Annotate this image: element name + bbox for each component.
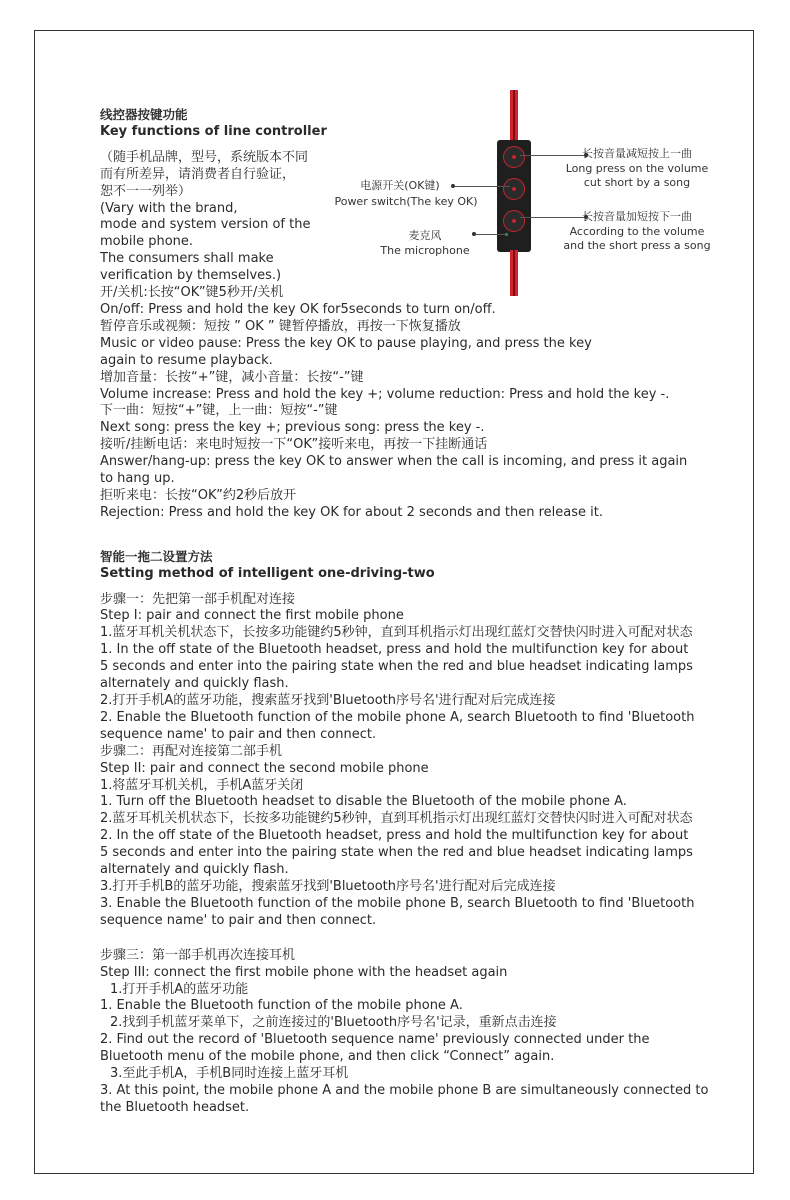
instruction-line: 暂停音乐或视频：短按 ” OK ” 键暂停播放，再按一下恢复播放 xyxy=(100,318,461,334)
step-line: 1.蓝牙耳机关机状态下，长按多功能键约5秒钟，直到耳机指示灯出现红蓝灯交替快闪时进入可配对状态 xyxy=(100,625,693,641)
instruction-line: Volume increase: Press and hold the key +; volume reduction: Press and hold the key -. xyxy=(100,386,670,402)
document-body xyxy=(100,107,740,1117)
intro-line: mobile phone. xyxy=(100,234,194,250)
section2-block1 xyxy=(100,592,740,930)
intro-line: （随手机品牌，型号，系统版本不同 xyxy=(100,149,309,165)
step-line: 1. In the off state of the Bluetooth headset, press and hold the multifunction key for about xyxy=(100,642,689,658)
intro-line: (Vary with the brand, xyxy=(100,200,238,216)
instruction-line: On/off: Press and hold the key OK for5seconds to turn on/off. xyxy=(100,301,496,317)
step-line: 2. Find out the record of 'Bluetooth sequence name' previously connected under the xyxy=(100,1032,650,1048)
mic-label-cn: 麦克风 xyxy=(408,229,442,242)
step-line: 1.将蓝牙耳机关机，手机A蓝牙关闭 xyxy=(100,777,304,793)
intro-line: 恕不一一列举） xyxy=(100,183,192,199)
section2-block2 xyxy=(100,948,740,1117)
section2-title-en: Setting method of intelligent one-driving-two xyxy=(100,565,435,581)
intro-line: verification by themselves.) xyxy=(100,268,282,284)
instruction-line: Music or video pause: Press the key OK to pause playing, and press the key xyxy=(100,335,592,351)
instruction-line: to hang up. xyxy=(100,471,175,487)
instruction-line: Rejection: Press and hold the key OK for about 2 seconds and then release it. xyxy=(100,504,603,520)
instruction-line: Answer/hang-up: press the key OK to answer when the call is incoming, and press it again xyxy=(100,454,688,470)
step-line: 1. Enable the Bluetooth function of the mobile phone A. xyxy=(100,998,463,1014)
step-line: 3. Enable the Bluetooth function of the mobile phone B, search Bluetooth to find 'Bluetooth xyxy=(100,895,695,911)
step-line: 2.找到手机蓝牙菜单下，之前连接过的'Bluetooth序号名'记录，重新点击连接 xyxy=(110,1015,557,1031)
instruction-line: 下一曲：短按“+”键，上一曲：短按“-”键 xyxy=(100,403,338,419)
intro-line: mode and system version of the xyxy=(100,217,311,233)
instruction-line: 拒听来电：长按“OK”约2秒后放开 xyxy=(100,487,297,503)
step-line: sequence name' to pair and then connect. xyxy=(100,912,377,928)
vol-down-label-cn: 长按音量减短按上一曲 xyxy=(582,147,692,160)
step-line: 步骤二：再配对连接第二部手机 xyxy=(100,743,283,759)
section1-lines xyxy=(100,285,740,522)
vol-up-label-cn: 长按音量加短按下一曲 xyxy=(582,210,692,223)
step-line: Step I: pair and connect the first mobile phone xyxy=(100,608,404,624)
step-line: 2. In the off state of the Bluetooth headset, press and hold the multifunction key for about xyxy=(100,828,689,844)
step-line: 1. Turn off the Bluetooth headset to disable the Bluetooth of the mobile phone A. xyxy=(100,794,627,810)
power-label-en: Power switch(The key OK) xyxy=(334,195,478,208)
step-line: 步骤一：先把第一部手机配对连接 xyxy=(100,591,296,607)
step-line: 3. At this point, the mobile phone A and the mobile phone B are simultaneously connected to xyxy=(100,1082,709,1098)
step-line: 1.打开手机A的蓝牙功能 xyxy=(110,981,249,997)
instruction-line: 增加音量：长按“+”键，减小音量：长按“-”键 xyxy=(100,369,364,385)
vol-up-label-en2: and the short press a song xyxy=(563,239,711,252)
vol-up-label-en1: According to the volume xyxy=(569,225,705,238)
vol-down-label-en2: cut short by a song xyxy=(583,176,691,189)
step-line: 2.打开手机A的蓝牙功能，搜索蓝牙找到'Bluetooth序号名'进行配对后完成连接 xyxy=(100,693,556,708)
step-line: 5 seconds and enter into the pairing state when the red and blue headset indicating lamps xyxy=(100,845,693,861)
instruction-line: Next song: press the key +; previous song: press the key -. xyxy=(100,420,485,436)
vol-down-label-en1: Long press on the volume xyxy=(565,162,709,175)
instruction-line: again to resume playback. xyxy=(100,352,273,368)
section1-intro xyxy=(100,150,740,285)
power-label-cn: 电源开关(OK键) xyxy=(360,179,440,192)
step-line: 2.蓝牙耳机关机状态下，长按多功能键约5秒钟，直到耳机指示灯出现红蓝灯交替快闪时进入可配对状态 xyxy=(100,811,693,827)
step-line: alternately and quickly flash. xyxy=(100,862,289,878)
section2-title-cn: 智能一拖二设置方法 xyxy=(100,548,213,564)
intro-line: The consumers shall make xyxy=(100,251,274,267)
step-line: sequence name' to pair and then connect. xyxy=(100,726,377,742)
step-line: 3.至此手机A，手机B同时连接上蓝牙耳机 xyxy=(110,1066,349,1082)
step-line: alternately and quickly flash. xyxy=(100,676,289,692)
step-line: 5 seconds and enter into the pairing state when the red and blue headset indicating lamps xyxy=(100,659,693,675)
step-line: the Bluetooth headset. xyxy=(100,1099,250,1115)
step-line: Step III: connect the first mobile phone with the headset again xyxy=(100,964,508,980)
section1-title-en: Key functions of line controller xyxy=(100,123,327,139)
instruction-line: 接听/挂断电话：来电时短按一下“OK”接听来电，再按一下挂断通话 xyxy=(100,437,488,453)
instruction-line: 开/关机:长按“OK”键5秒开/关机 xyxy=(100,285,284,301)
step-line: Step II: pair and connect the second mobile phone xyxy=(100,760,429,776)
intro-line: 而有所差异，请消费者自行验证， xyxy=(100,166,296,182)
mic-label-en: The microphone xyxy=(380,244,470,257)
step-line: Bluetooth menu of the mobile phone, and then click “Connect” again. xyxy=(100,1049,555,1065)
step-line: 步骤三：第一部手机再次连接耳机 xyxy=(100,947,296,963)
step-line: 3.打开手机B的蓝牙功能，搜索蓝牙找到'Bluetooth序号名'进行配对后完成连接 xyxy=(100,878,556,894)
section1-title-cn: 线控器按键功能 xyxy=(100,107,188,122)
step-line: 2. Enable the Bluetooth function of the mobile phone A, search Bluetooth to find 'Bluetooth xyxy=(100,709,695,725)
